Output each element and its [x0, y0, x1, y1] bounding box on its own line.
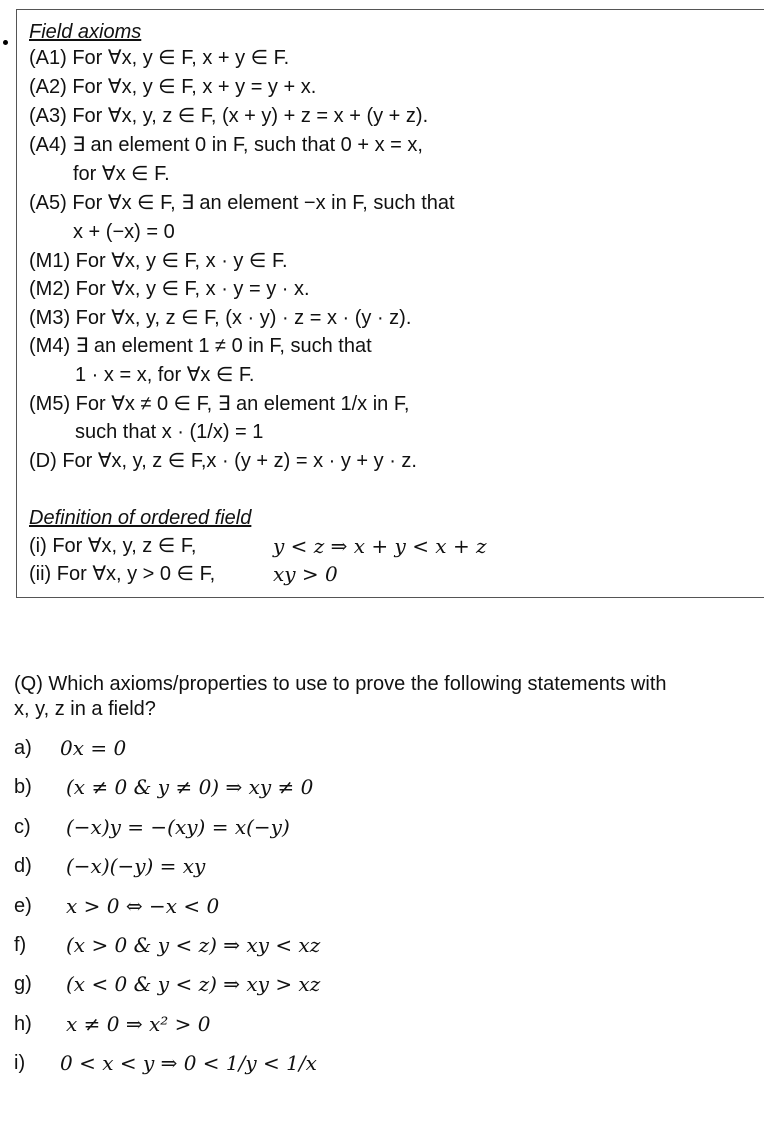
- item-label-i: i): [14, 1052, 26, 1074]
- item-label-e: e): [14, 895, 32, 917]
- question-line-2: x, y, z in a field?: [14, 698, 156, 720]
- bullet-dot: [3, 40, 8, 45]
- item-expr-e: x > 0 ⇔ −x < 0: [66, 894, 220, 918]
- axioms-box: [16, 9, 764, 598]
- axiom-a5-cont: x + (−x) = 0: [73, 221, 175, 243]
- item-label-b: b): [14, 776, 32, 798]
- axiom-m1: (M1) For ∀x, y ∈ F, x · y ∈ F.: [29, 250, 288, 272]
- item-expr-c: (−x)y = −(xy) = x(−y): [66, 815, 290, 839]
- item-label-d: d): [14, 855, 32, 877]
- ordered-field-title: Definition of ordered field: [29, 507, 252, 529]
- ordered-rule-ii-condition: (ii) For ∀x, y > 0 ∈ F,: [29, 563, 216, 585]
- axiom-a5: (A5) For ∀x ∈ F, ∃ an element −x in F, such that: [29, 192, 455, 214]
- axiom-a4: (A4) ∃ an element 0 in F, such that 0 + x = x,: [29, 134, 423, 156]
- item-label-c: c): [14, 816, 31, 838]
- axiom-a4-cont: for ∀x ∈ F.: [73, 163, 170, 185]
- ordered-rule-i-statement: y < z ⇒ x + y < x + z: [273, 534, 487, 558]
- field-axioms-title: Field axioms: [29, 21, 142, 43]
- item-expr-f: (x > 0 & y < z) ⇒ xy < xz: [66, 933, 321, 957]
- axiom-d: (D) For ∀x, y, z ∈ F,x · (y + z) = x · y + y · z.: [29, 450, 417, 472]
- item-label-g: g): [14, 973, 32, 995]
- item-expr-g: (x < 0 & y < z) ⇒ xy > xz: [66, 972, 321, 996]
- axiom-m4: (M4) ∃ an element 1 ≠ 0 in F, such that: [29, 335, 372, 357]
- item-expr-b: (x ≠ 0 & y ≠ 0) ⇒ xy ≠ 0: [66, 775, 314, 799]
- item-label-f: f): [14, 934, 27, 956]
- axiom-m2: (M2) For ∀x, y ∈ F, x · y = y · x.: [29, 278, 310, 300]
- question-line-1: (Q) Which axioms/properties to use to prove the following statements with: [14, 673, 667, 695]
- axiom-m5: (M5) For ∀x ≠ 0 ∈ F, ∃ an element 1/x in F,: [29, 393, 410, 415]
- item-expr-h: x ≠ 0 ⇒ x² > 0: [66, 1012, 211, 1036]
- axiom-a3: (A3) For ∀x, y, z ∈ F, (x + y) + z = x + (y + z).: [29, 105, 429, 127]
- axiom-a1: (A1) For ∀x, y ∈ F, x + y ∈ F.: [29, 47, 290, 69]
- item-expr-a: 0x = 0: [60, 736, 127, 760]
- item-label-h: h): [14, 1013, 32, 1035]
- axiom-m4-cont: 1 · x = x, for ∀x ∈ F.: [75, 364, 255, 386]
- ordered-rule-ii-statement: xy > 0: [273, 562, 338, 586]
- item-expr-i: 0 < x < y ⇒ 0 < 1/y < 1/x: [60, 1051, 317, 1075]
- item-label-a: a): [14, 737, 32, 759]
- axiom-m5-cont: such that x · (1/x) = 1: [75, 421, 264, 443]
- ordered-rule-i-condition: (i) For ∀x, y, z ∈ F,: [29, 535, 197, 557]
- axiom-m3: (M3) For ∀x, y, z ∈ F, (x · y) · z = x · (y · z).: [29, 307, 412, 329]
- axiom-a2: (A2) For ∀x, y ∈ F, x + y = y + x.: [29, 76, 317, 98]
- item-expr-d: (−x)(−y) = xy: [66, 854, 206, 878]
